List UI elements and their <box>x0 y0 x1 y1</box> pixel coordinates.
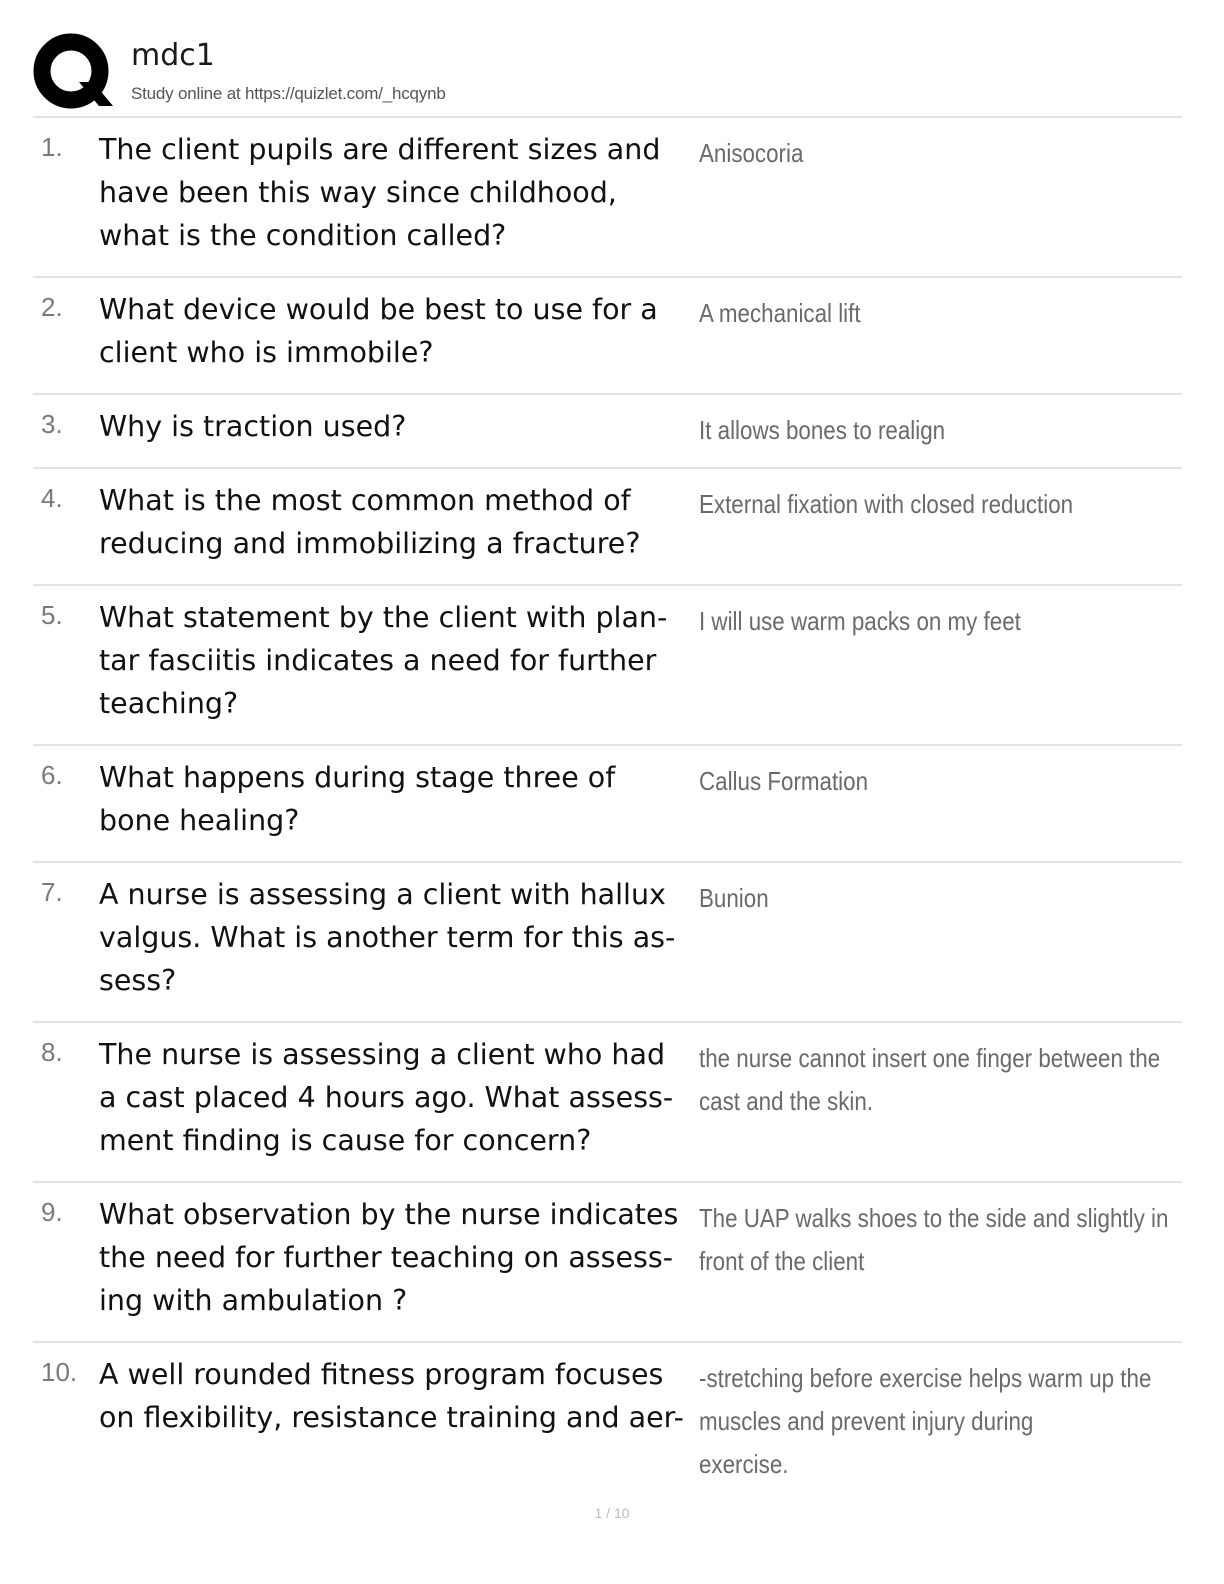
term-line: what is the condition called? <box>99 219 507 252</box>
term-line: teaching? <box>99 687 239 720</box>
flashcard-list <box>33 118 1182 1503</box>
flashcard-row <box>33 1023 1182 1183</box>
card-definition <box>699 1357 1169 1486</box>
definition-line: External fixation with closed reduction <box>699 489 1074 519</box>
card-term <box>99 596 695 725</box>
card-number: 1. <box>41 132 63 162</box>
card-term <box>99 1193 695 1322</box>
flashcard-row <box>33 1183 1182 1343</box>
flashcard-row <box>33 586 1182 746</box>
term-line: ment finding is cause for concern? <box>99 1124 592 1157</box>
flashcard-row <box>33 863 1182 1023</box>
card-definition <box>699 292 1169 335</box>
flashcard-row <box>33 746 1182 863</box>
term-line: reducing and immobilizing a fracture? <box>99 527 641 560</box>
term-line: on flexibility, resistance training and aer- <box>99 1401 684 1434</box>
definition-line: The UAP walks shoes to the side and slightly in <box>699 1203 1169 1233</box>
term-line: What happens during stage three of <box>99 761 616 794</box>
card-number: 6. <box>41 760 63 790</box>
flashcard-row <box>33 118 1182 278</box>
term-line: bone healing? <box>99 804 300 837</box>
term-line: What observation by the nurse indicates <box>99 1198 679 1231</box>
card-definition <box>699 1037 1169 1123</box>
card-term <box>99 288 695 374</box>
flashcard-row <box>33 395 1182 469</box>
term-line: sess? <box>99 964 177 997</box>
term-line: What device would be best to use for a <box>99 293 658 326</box>
card-definition <box>699 1197 1169 1283</box>
card-number: 4. <box>41 483 63 513</box>
card-term <box>99 479 695 565</box>
card-number: 10. <box>41 1357 78 1387</box>
term-line: Why is traction used? <box>99 410 407 443</box>
card-definition <box>699 760 1169 803</box>
card-term <box>99 1353 695 1439</box>
page-header <box>33 32 1183 116</box>
page-number: 1 / 10 <box>594 1505 630 1521</box>
definition-line: the nurse cannot insert one finger between the <box>699 1043 1161 1073</box>
definition-line: Anisocoria <box>699 138 804 168</box>
term-line: tar fasciitis indicates a need for further <box>99 644 657 677</box>
definition-line: cast and the skin. <box>699 1086 874 1116</box>
card-definition <box>699 409 1169 452</box>
study-online-link[interactable]: Study online at https://quizlet.com/_hcqynb <box>131 84 446 103</box>
definition-line: I will use warm packs on my feet <box>699 606 1021 636</box>
card-definition <box>699 132 1169 175</box>
term-line: ing with ambulation ? <box>99 1284 408 1317</box>
flashcard-row <box>33 1343 1182 1503</box>
card-number: 3. <box>41 409 63 439</box>
term-line: The nurse is assessing a client who had <box>99 1038 666 1071</box>
flashcard-row <box>33 278 1182 395</box>
quizlet-logo-icon <box>33 32 113 112</box>
term-line: a cast placed 4 hours ago. What assess- <box>99 1081 674 1114</box>
card-term <box>99 128 695 257</box>
card-number: 5. <box>41 600 63 630</box>
card-number: 9. <box>41 1197 63 1227</box>
definition-line: muscles and prevent injury during <box>699 1406 1034 1436</box>
definition-line: Callus Formation <box>699 766 869 796</box>
term-line: valgus. What is another term for this as- <box>99 921 676 954</box>
card-term <box>99 873 695 1002</box>
definition-line: A mechanical lift <box>699 298 861 328</box>
card-term <box>99 405 695 448</box>
definition-line: It allows bones to realign <box>699 415 946 445</box>
term-line: the need for further teaching on assess- <box>99 1241 673 1274</box>
card-definition <box>699 877 1169 920</box>
term-line: The client pupils are different sizes and <box>99 133 661 166</box>
flashcard-row <box>33 469 1182 586</box>
card-number: 2. <box>41 292 63 322</box>
term-line: have been this way since childhood, <box>99 176 617 209</box>
term-line: A nurse is assessing a client with hallux <box>99 878 666 911</box>
card-number: 8. <box>41 1037 63 1067</box>
set-title: mdc1 <box>131 38 215 73</box>
term-line: What statement by the client with plan- <box>99 601 668 634</box>
term-line: What is the most common method of <box>99 484 631 517</box>
card-definition <box>699 483 1169 526</box>
definition-line: front of the client <box>699 1246 865 1276</box>
card-term <box>99 756 695 842</box>
card-term <box>99 1033 695 1162</box>
card-number: 7. <box>41 877 63 907</box>
definition-line: exercise. <box>699 1449 789 1479</box>
term-line: client who is immobile? <box>99 336 434 369</box>
definition-line: -stretching before exercise helps warm up the <box>699 1363 1152 1393</box>
definition-line: Bunion <box>699 883 769 913</box>
card-definition <box>699 600 1169 643</box>
term-line: A well rounded fitness program focuses <box>99 1358 664 1391</box>
